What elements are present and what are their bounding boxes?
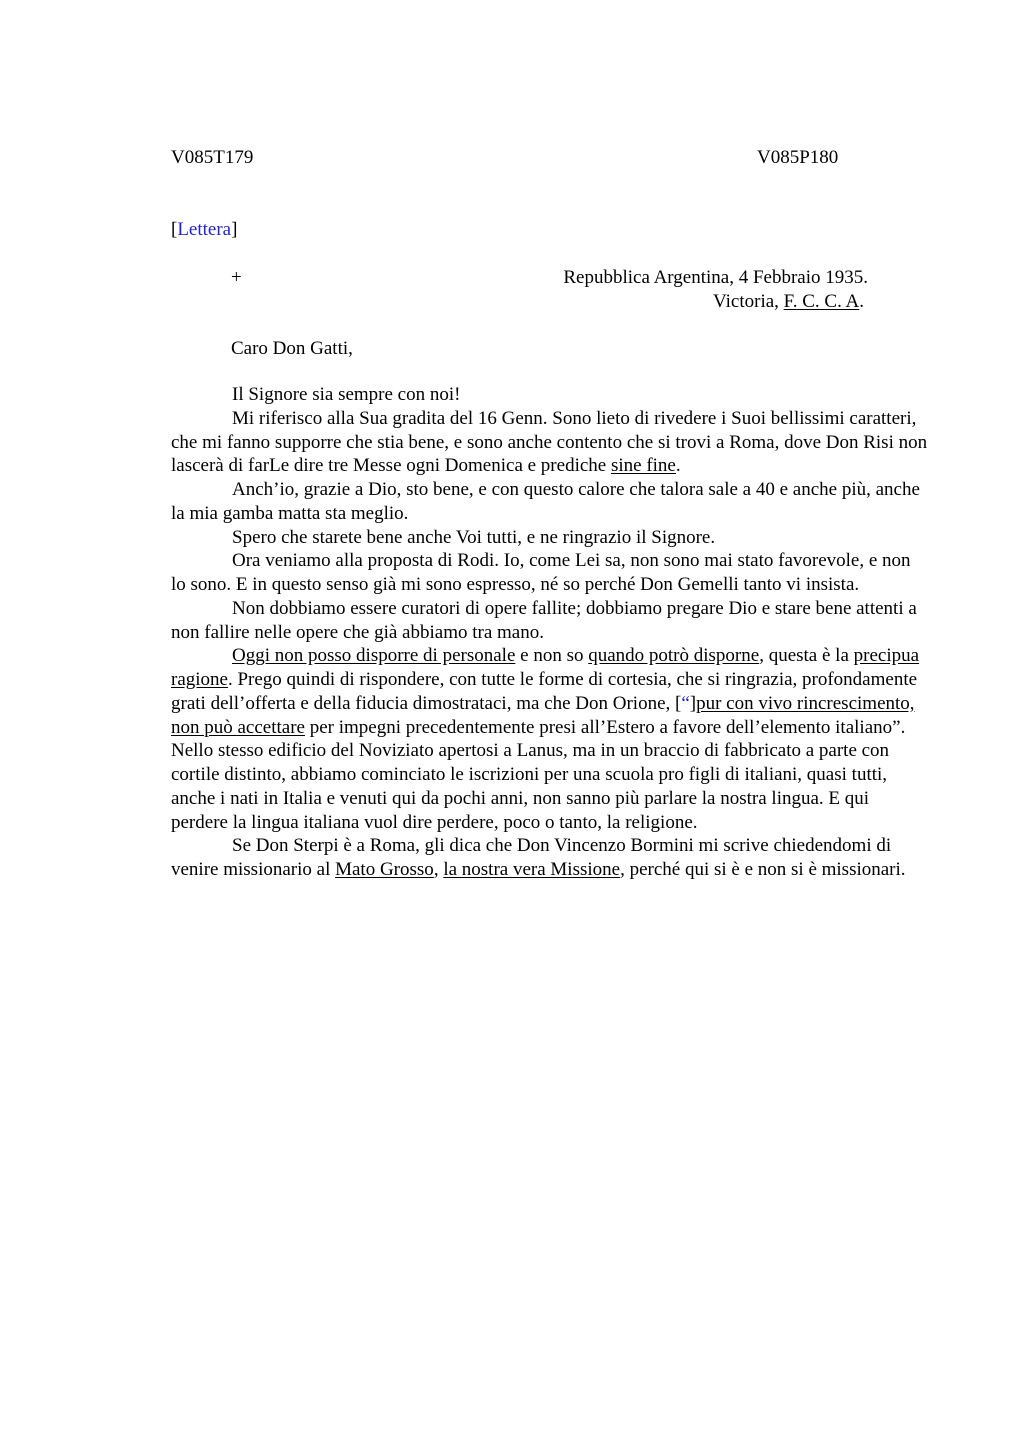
salutation: Caro Don Gatti,	[231, 338, 353, 359]
bracket-close: ]	[231, 219, 238, 240]
cross-symbol: +	[231, 267, 242, 288]
place-date: Repubblica Argentina, 4 Febbraio 1935.	[563, 267, 868, 288]
paragraph-5: Ora veniamo alla proposta di Rodi. Io, come Lei sa, non sono mai stato favorevole, e non lo sono. E in questo senso già mi sono espresso, né so perché Don Gemelli tanto vi insista.	[171, 550, 911, 595]
header-right-code: V085P180	[757, 147, 839, 168]
doc-type-label	[171, 218, 237, 242]
location-suffix: .	[859, 291, 864, 312]
location-line	[713, 290, 864, 314]
underlined-phrase: quando potrò disporne	[588, 645, 760, 667]
editorial-quote-mark: “	[681, 692, 690, 714]
header-left-code: V085T179	[171, 147, 254, 168]
underlined-phrase: Mato Grosso	[335, 859, 434, 880]
underlined-phrase: precipua ragione	[171, 645, 920, 690]
paragraph-3: Anch’io, grazie a Dio, sto bene, e con questo calore che talora sale a 40 e anche più, anche la mia gamba matta sta meglio.	[171, 479, 920, 524]
paragraph-7: Oggi non posso disporre di personale e non so quando potrò disporne, questa è la precipua ragione. Prego quindi di rispondere, con tutte le forme di cortesia, che si ringrazia, profondamente grati dell’offerta e della fiducia dimostrataci, ma che Don Orione, [“]pur con vivo rincrescimento, non può accettare per impegni precedentemente presi all’Estero a favore dell’elemento italiano”. Nello stesso edificio del Noviziato apertosi a Lanus, ma in un braccio di fabbricato a parte con cortile distinto, abbiamo cominciato le iscrizioni per una scuola pro figli di italiani, quasi tutti, anche i nati in Italia e venuti qui da pochi anni, non sanno più parlare la nostra lingua. E qui perdere la lingua italiana vuol dire perdere, poco o tanto, la religione.	[171, 645, 920, 833]
lettera-link[interactable]: Lettera	[177, 219, 232, 240]
paragraph-2: Mi riferisco alla Sua gradita del 16 Genn. Sono lieto di rivedere i Suoi bellissimi caratteri, che mi fanno supporre che stia bene, e sono anche contento che si trovi a Roma, dove Don Risi non lascerà di farLe dire tre Messe ogni Domenica e prediche sine fine.	[171, 407, 928, 477]
paragraph-1: Il Signore sia sempre con noi!	[232, 384, 461, 405]
paragraph-6: Non dobbiamo essere curatori di opere fallite; dobbiamo pregare Dio e stare bene attenti a non fallire nelle opere che già abbiamo tra mano.	[171, 597, 917, 643]
location-abbrev: F. C. C. A	[783, 291, 860, 312]
underlined-phrase: pur con vivo rincrescimento,	[696, 692, 915, 714]
underlined-phrase: non può accettare	[171, 716, 305, 738]
underlined-phrase: Oggi non posso disporre di personale	[232, 645, 516, 667]
underlined-phrase: la nostra vera Missione	[443, 859, 621, 880]
paragraph-8: Se Don Sterpi è a Roma, gli dica che Don Vincenzo Bormini mi scrive chiedendomi di venire missionario al Mato Grosso, la nostra vera Missione, perché qui si è e non si è missionari.	[171, 835, 906, 880]
bracket-open: [	[171, 219, 178, 240]
underlined-phrase: sine fine	[610, 455, 676, 477]
location-prefix: Victoria,	[713, 291, 784, 312]
paragraph-4: Spero che starete bene anche Voi tutti, e ne ringrazio il Signore.	[232, 526, 716, 548]
letter-body	[171, 383, 929, 882]
